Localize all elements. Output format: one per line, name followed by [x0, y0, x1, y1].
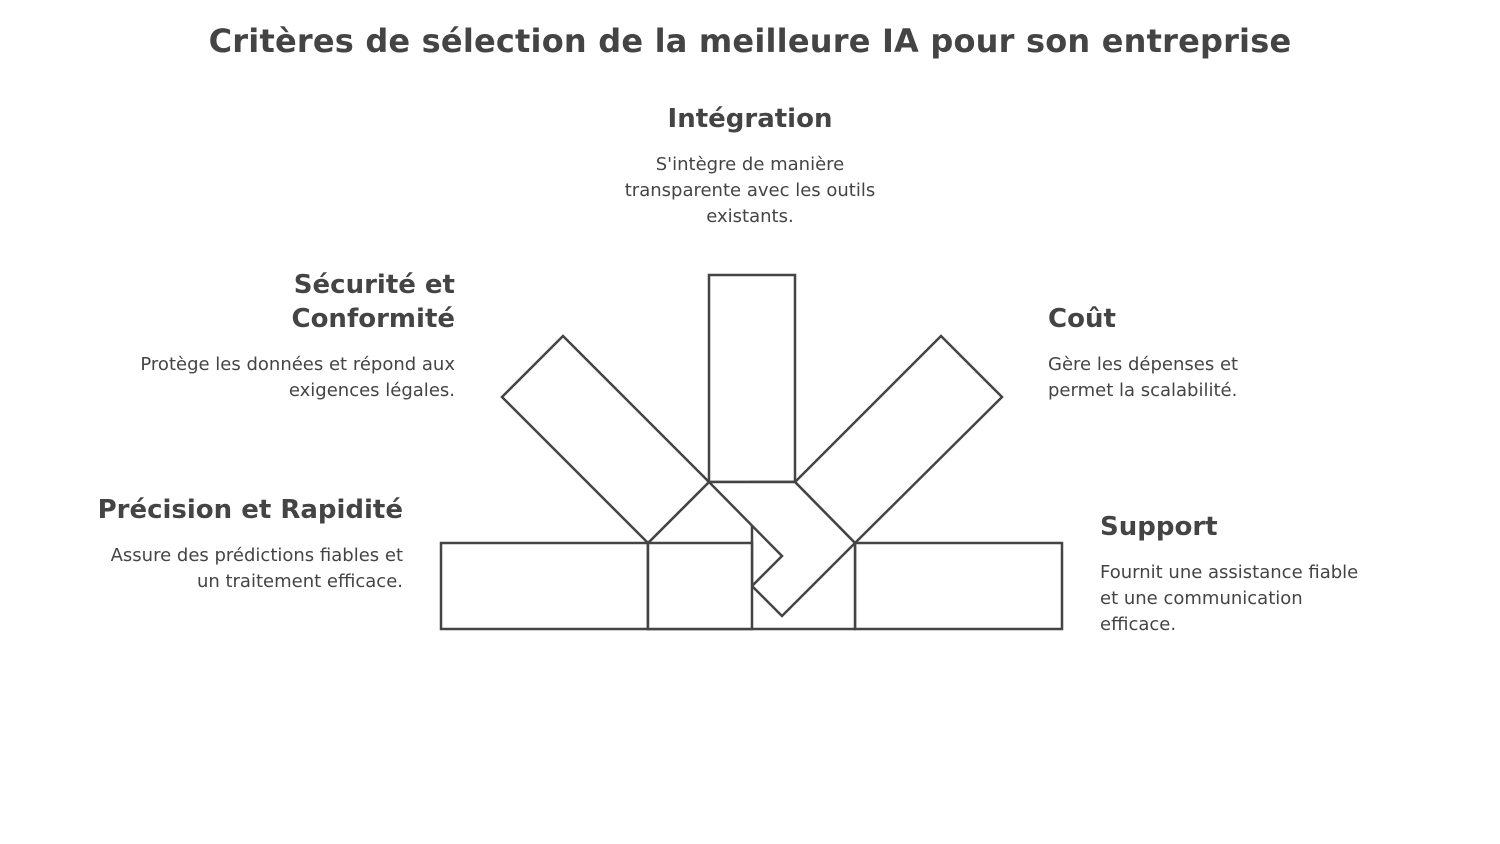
criterion-support — [1100, 510, 1370, 638]
criterion-integration — [600, 102, 900, 230]
criterion-security — [135, 268, 455, 404]
bar-security — [502, 336, 709, 543]
criterion-integration-description: S'intègre de manière transparente avec les outils existants. — [624, 154, 876, 227]
bar-integration — [709, 275, 795, 482]
criterion-precision-heading: Précision et Rapidité — [97, 495, 403, 525]
criterion-security-description: Protège les données et répond aux exigences légales. — [140, 354, 455, 401]
criterion-cost-heading: Coût — [1048, 304, 1116, 334]
diagram-title: Critères de sélection de la meilleure IA pour son entreprise — [208, 22, 1292, 60]
criterion-cost-description: Gère les dépenses et permet la scalabilité. — [1048, 354, 1239, 401]
criterion-support-description: Fournit une assistance fiable et une communication efficace. — [1100, 562, 1359, 635]
criterion-security-heading: Sécurité et Conformité — [291, 270, 455, 334]
criterion-integration-heading: Intégration — [667, 104, 833, 134]
bar-support — [855, 543, 1062, 629]
criterion-precision-description: Assure des prédictions fiables et un traitement efficace. — [110, 545, 403, 592]
criterion-precision — [85, 493, 403, 595]
criterion-cost — [1048, 302, 1308, 404]
bar-precision — [441, 543, 648, 629]
overlap-lower-block — [648, 543, 752, 629]
criterion-support-heading: Support — [1100, 512, 1218, 542]
